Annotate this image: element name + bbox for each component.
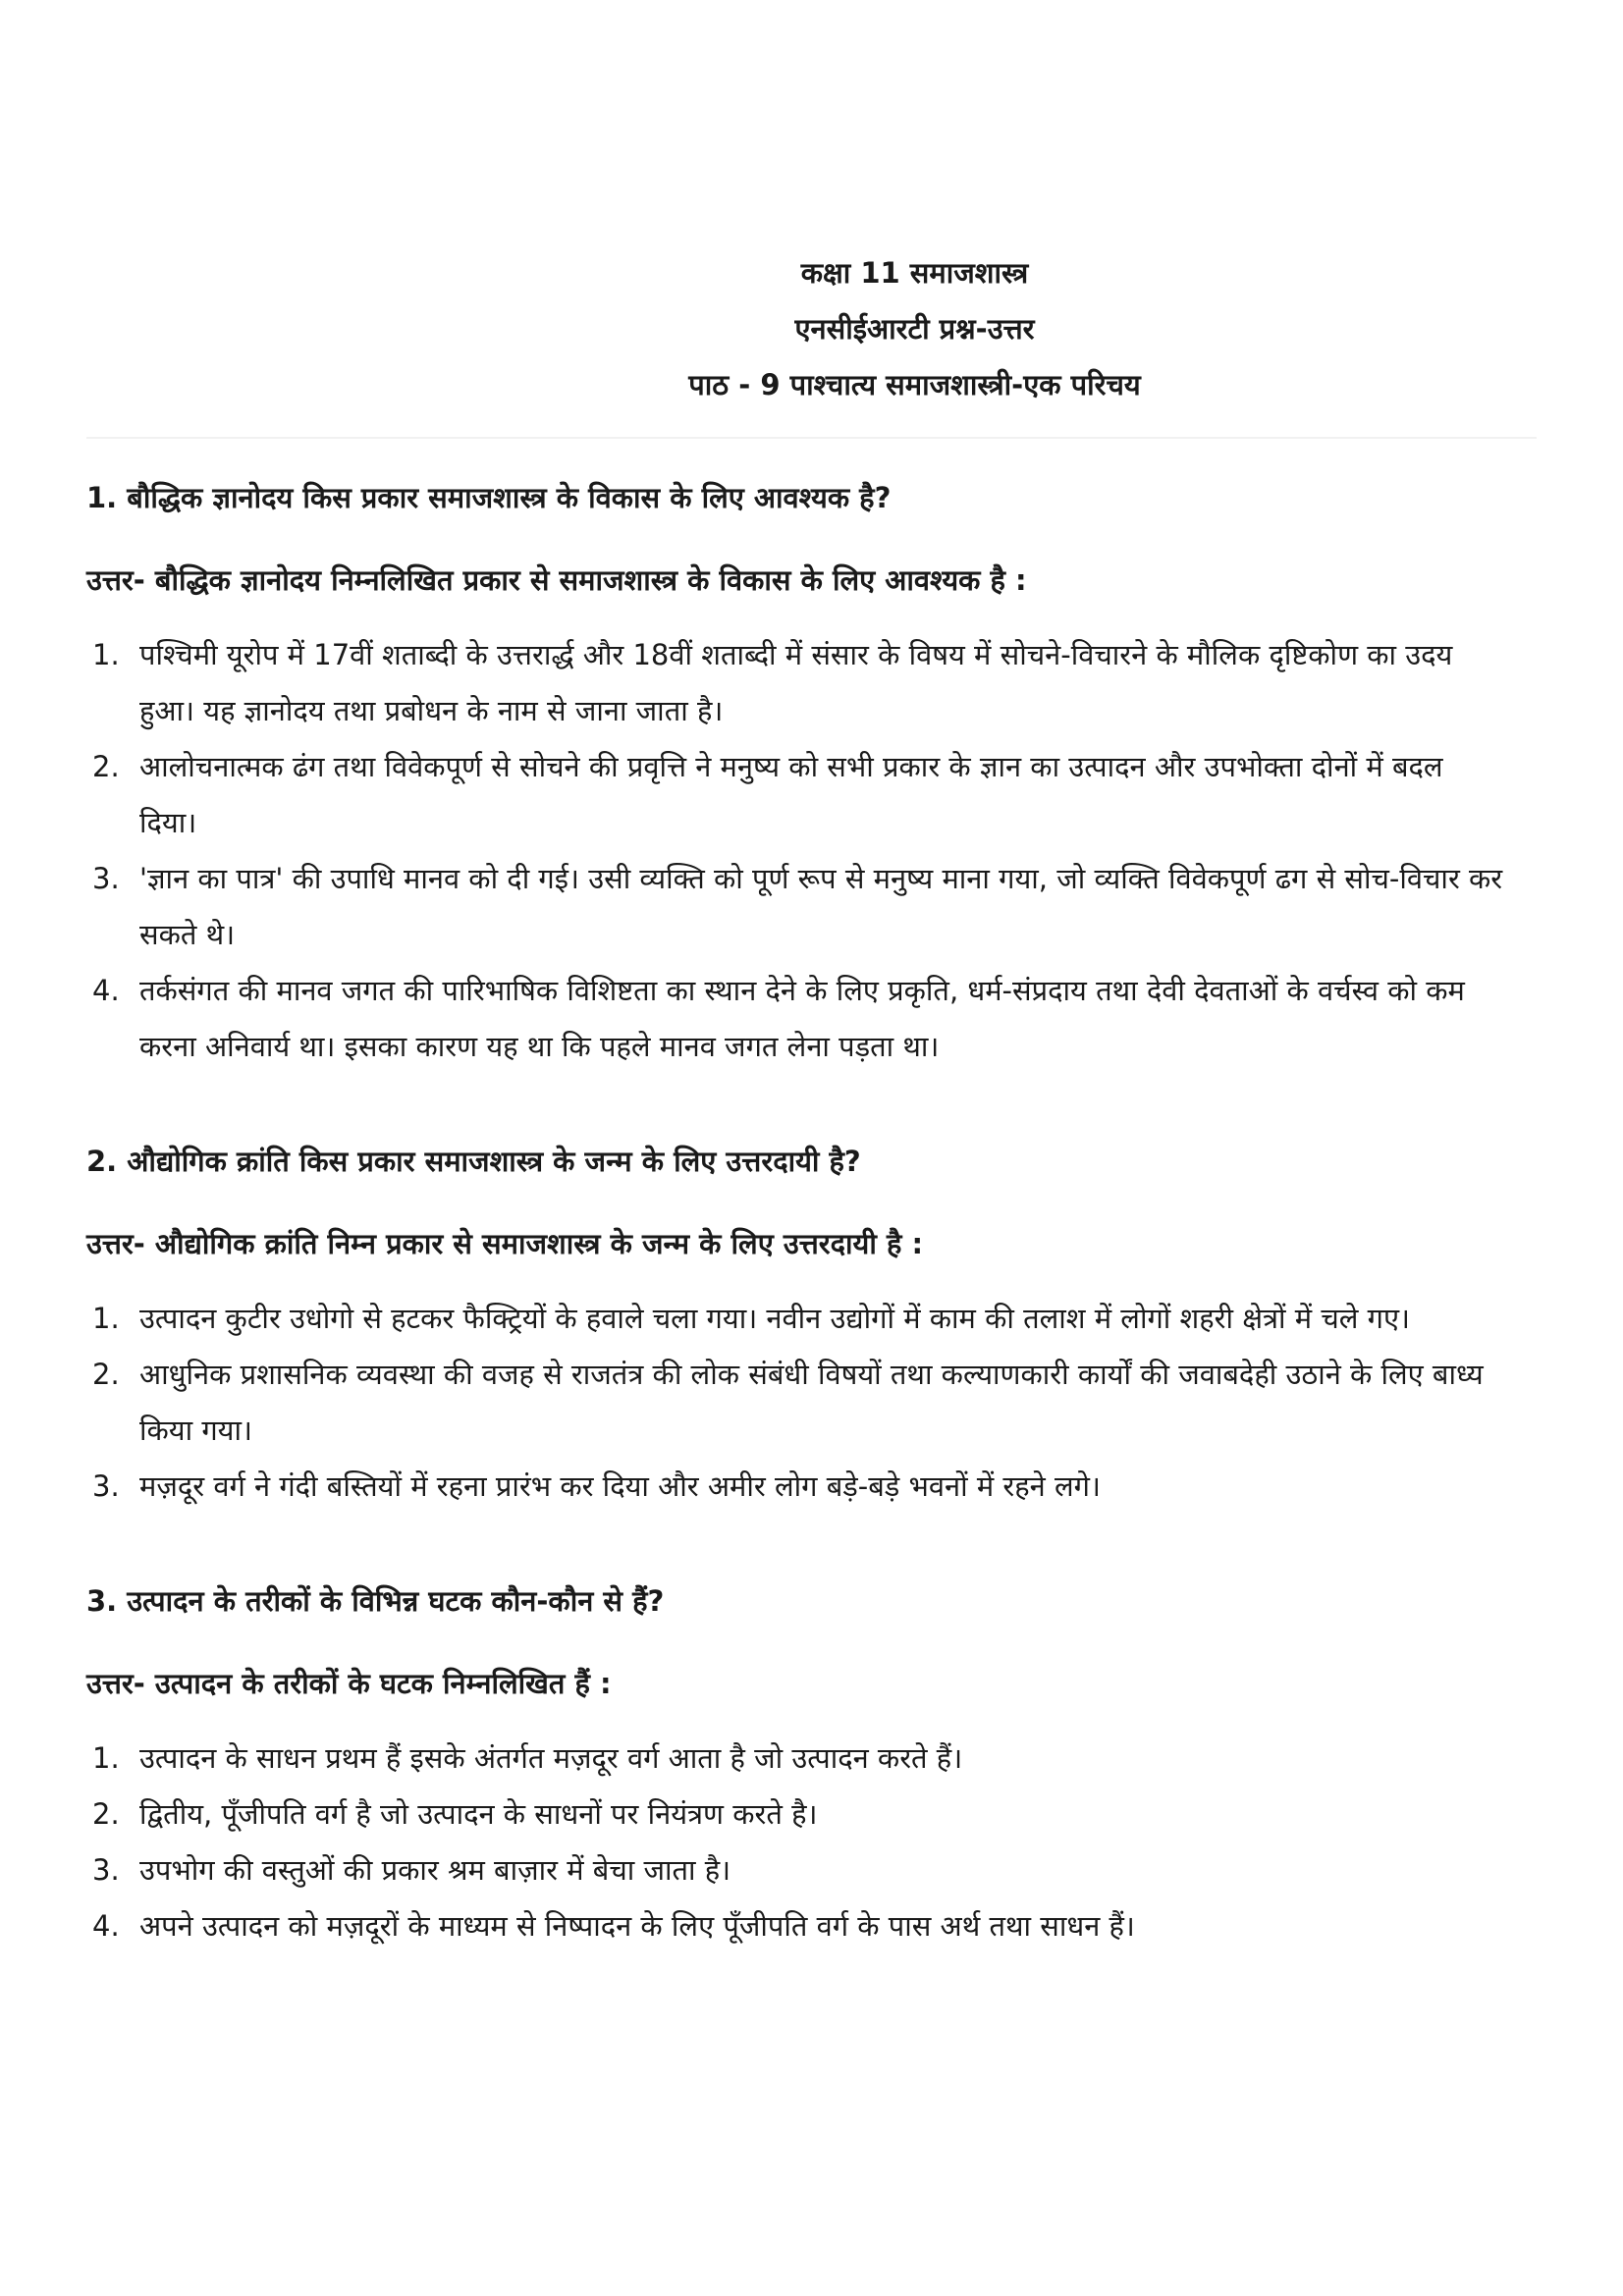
- list-item-text: उपभोग की वस्तुओं की प्रकार श्रम बाज़ार में बेचा जाता है।: [139, 1853, 731, 1887]
- ncert-qa-subtitle: एनसीईआरटी प्रश्न-उत्तर: [794, 312, 1035, 346]
- answer-2-intro: उत्तर- औद्योगिक क्रांति निम्न प्रकार से समाजशास्त्र के जन्म के लिए उत्तरदायी है :: [86, 1227, 924, 1260]
- class-subject-title: कक्षा 11 समाजशास्त्र: [800, 256, 1029, 290]
- list-item: [86, 1842, 1537, 1898]
- chapter-title: पाठ - 9 पाश्चात्य समाजशास्त्री-एक परिचय: [688, 368, 1141, 401]
- list-item-text: मज़दूर वर्ग ने गंदी बस्तियों में रहना प्रारंभ कर दिया और अमीर लोग बड़े-बड़े भवनों में रहने लगे।: [139, 1469, 1101, 1503]
- question-1: 1. बौद्धिक ज्ञानोदय किस प्रकार समाजशास्त्र के विकास के लिए आवश्यक है?: [86, 481, 892, 514]
- answer-3-list: [86, 1731, 1537, 1954]
- section-spacer: [86, 1515, 1537, 1542]
- list-item: [86, 739, 1537, 851]
- list-item-text: द्वितीय, पूँजीपति वर्ग है जो उत्पादन के साधनों पर नियंत्रण करते है।: [139, 1797, 818, 1831]
- list-item-text: तर्कसंगत की मानव जगत की पारिभाषिक विशिष्टता का स्थान देने के लिए प्रकृति, धर्म-संप्रदाय तथा देवी देवताओं के वर्चस्व को कम करना अनिवार्य था। इसका कारण यह था कि पहले मानव जगत लेना पड़ता था।: [139, 974, 1465, 1063]
- list-item: [86, 1291, 1537, 1347]
- list-item: [86, 627, 1537, 739]
- list-item: [86, 1898, 1537, 1954]
- list-item-text: अपने उत्पादन को मज़दूरों के माध्यम से निष्पादन के लिए पूँजीपति वर्ग के पास अर्थ तथा साधन हैं।: [139, 1909, 1135, 1943]
- list-item-text: 'ज्ञान का पात्र' की उपाधि मानव को दी गई। उसी व्यक्ति को पूर्ण रूप से मनुष्य माना गया, जो व्यक्ति विवेकपूर्ण ढग से सोच-विचार कर सकते थे।: [139, 862, 1503, 951]
- list-item: [86, 1731, 1537, 1787]
- qa-section-1: [86, 476, 1537, 1075]
- document-header: [293, 245, 1537, 413]
- list-item-text: उत्पादन के साधन प्रथम हैं इसके अंतर्गत मज़दूर वर्ग आता है जो उत्पादन करते हैं।: [139, 1741, 963, 1775]
- list-item-text: आधुनिक प्रशासनिक व्यवस्था की वजह से राजतंत्र की लोक संबंधी विषयों तथा कल्याणकारी कार्यों की जवाबदेही उठाने के लिए बाध्य किया गया।: [139, 1358, 1484, 1447]
- list-item: [86, 851, 1537, 963]
- qa-section-3: [86, 1579, 1537, 1954]
- list-item-text: उत्पादन कुटीर उधोगो से हटकर फैक्ट्रियों के हवाले चला गया। नवीन उद्योगों में काम की तलाश में लोगों शहरी क्षेत्रों में चले गए।: [139, 1302, 1410, 1335]
- answer-3-intro: उत्तर- उत्पादन के तरीकों के घटक निम्नलिखित हैं :: [86, 1667, 612, 1700]
- list-item-text: आलोचनात्मक ढंग तथा विवेकपूर्ण से सोचने की प्रवृत्ति ने मनुष्य को सभी प्रकार के ज्ञान का उत्पादन और उपभोक्ता दोनों में बदल दिया।: [139, 750, 1443, 839]
- qa-section-2: [86, 1140, 1537, 1515]
- list-item: [86, 1347, 1537, 1459]
- list-item-number: 3.: [92, 1469, 120, 1503]
- answer-2-list: [86, 1291, 1537, 1515]
- list-item-number: 4.: [92, 1909, 120, 1943]
- list-item-number: 4.: [92, 974, 120, 1007]
- list-item: [86, 1787, 1537, 1842]
- list-item-number: 3.: [92, 862, 120, 895]
- answer-1-intro: उत्तर- बौद्धिक ज्ञानोदय निम्नलिखित प्रकार से समाजशास्त्र के विकास के लिए आवश्यक है :: [86, 563, 1027, 597]
- list-item-number: 1.: [92, 638, 120, 671]
- list-item-number: 2.: [92, 750, 120, 783]
- list-item: [86, 963, 1537, 1075]
- list-item-number: 1.: [92, 1741, 120, 1775]
- section-spacer: [86, 1075, 1537, 1102]
- list-item-number: 1.: [92, 1302, 120, 1335]
- list-item-number: 3.: [92, 1853, 120, 1887]
- question-2: 2. औद्योगिक क्रांति किस प्रकार समाजशास्त्र के जन्म के लिए उत्तरदायी है?: [86, 1145, 861, 1178]
- list-item-number: 2.: [92, 1358, 120, 1391]
- list-item-text: पश्चिमी यूरोप में 17वीं शताब्दी के उत्तरार्द्ध और 18वीं शताब्दी में संसार के विषय में सोचने-विचारने के मौलिक दृष्टिकोण का उदय हुआ। यह ज्ञानोदय तथा प्रबोधन के नाम से जाना जाता है।: [139, 638, 1453, 727]
- answer-1-list: [86, 627, 1537, 1075]
- question-3: 3. उत्पादन के तरीकों के विभिन्न घटक कौन-कौन से हैं?: [86, 1584, 665, 1618]
- list-item-number: 2.: [92, 1797, 120, 1831]
- list-item: [86, 1459, 1537, 1515]
- header-divider: [86, 437, 1537, 439]
